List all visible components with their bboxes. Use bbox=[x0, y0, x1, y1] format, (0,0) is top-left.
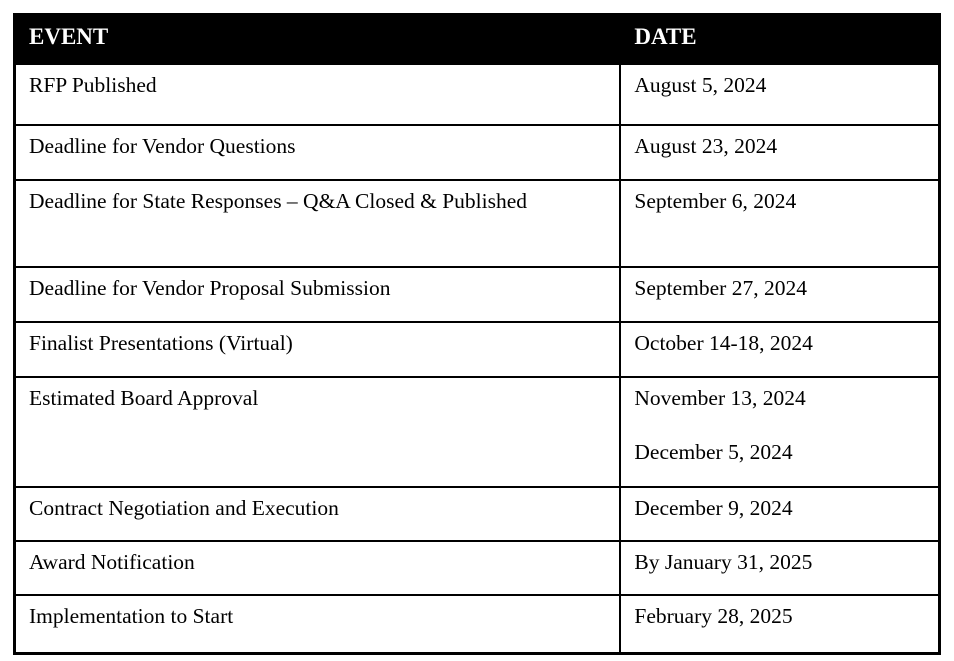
event-cell bbox=[15, 322, 621, 377]
event-cell bbox=[15, 180, 621, 267]
date-value: September 6, 2024 bbox=[634, 188, 797, 213]
event-cell bbox=[15, 541, 621, 595]
date-cell bbox=[620, 487, 939, 541]
event-label: Deadline for Vendor Questions bbox=[29, 133, 296, 158]
column-header-event: EVENT bbox=[15, 15, 621, 64]
event-label: Contract Negotiation and Execution bbox=[29, 495, 339, 520]
rfp-schedule-table bbox=[13, 13, 941, 655]
event-cell bbox=[15, 267, 621, 322]
table-row bbox=[15, 595, 940, 654]
date-cell bbox=[620, 322, 939, 377]
event-label: Award Notification bbox=[29, 549, 195, 574]
event-label: Finalist Presentations (Virtual) bbox=[29, 330, 293, 355]
date-value: February 28, 2025 bbox=[634, 603, 793, 628]
table-row bbox=[15, 267, 940, 322]
table-row bbox=[15, 322, 940, 377]
date-value: August 5, 2024 bbox=[634, 72, 767, 97]
event-label: Estimated Board Approval bbox=[29, 385, 259, 410]
event-cell bbox=[15, 595, 621, 654]
table-row bbox=[15, 377, 940, 487]
event-label: Deadline for State Responses – Q&A Closed & Published bbox=[29, 188, 528, 213]
date-cell bbox=[620, 377, 939, 487]
event-label: RFP Published bbox=[29, 72, 157, 97]
date-cell bbox=[620, 64, 939, 125]
event-label: Deadline for Vendor Proposal Submission bbox=[29, 275, 391, 300]
event-cell bbox=[15, 64, 621, 125]
date-value: By January 31, 2025 bbox=[634, 549, 813, 574]
date-value: December 9, 2024 bbox=[634, 495, 793, 520]
date-value: September 27, 2024 bbox=[634, 275, 807, 300]
date-cell bbox=[620, 595, 939, 654]
date-cell bbox=[620, 267, 939, 322]
table-row bbox=[15, 64, 940, 125]
date-value: October 14-18, 2024 bbox=[634, 330, 813, 355]
column-header-date: DATE bbox=[620, 15, 939, 64]
table-body bbox=[15, 64, 940, 654]
table-row bbox=[15, 180, 940, 267]
date-cell bbox=[620, 541, 939, 595]
date-value: December 5, 2024 bbox=[634, 439, 793, 464]
event-cell bbox=[15, 125, 621, 180]
date-cell bbox=[620, 180, 939, 267]
table-header-row bbox=[15, 15, 940, 64]
event-label: Implementation to Start bbox=[29, 603, 234, 628]
table-row bbox=[15, 125, 940, 180]
date-value: August 23, 2024 bbox=[634, 133, 778, 158]
event-cell bbox=[15, 377, 621, 487]
date-cell bbox=[620, 125, 939, 180]
date-value: November 13, 2024 bbox=[634, 385, 806, 410]
table-row bbox=[15, 487, 940, 541]
event-cell bbox=[15, 487, 621, 541]
table-row bbox=[15, 541, 940, 595]
